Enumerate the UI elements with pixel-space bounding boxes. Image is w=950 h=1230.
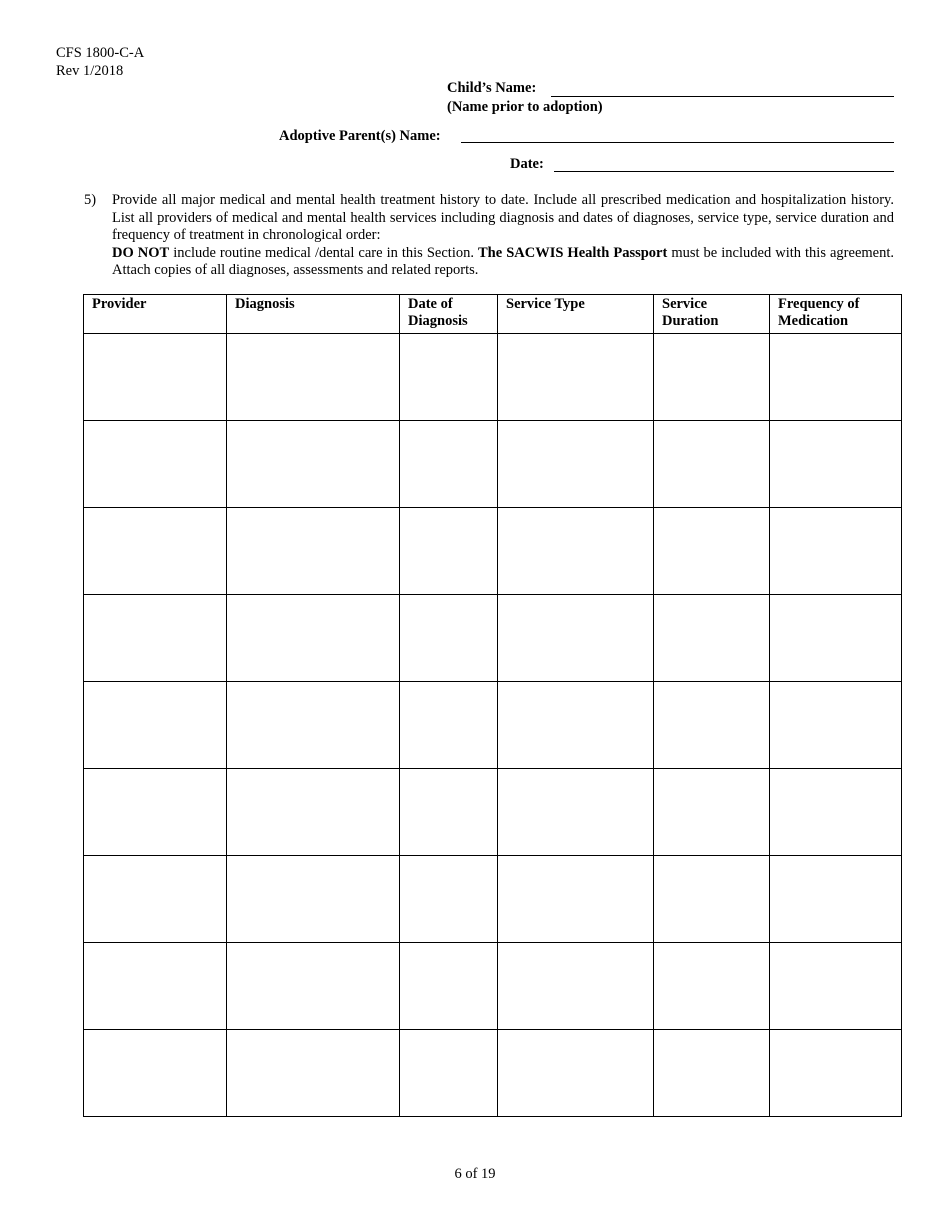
child-name-label: Child’s Name: (447, 80, 537, 96)
cell-provider[interactable] (84, 421, 227, 508)
column-header-provider: Provider (84, 295, 227, 334)
column-header-service-duration: Service Duration (654, 295, 770, 334)
cell-frequency-of-medication[interactable] (770, 334, 902, 421)
cell-date-of-diagnosis[interactable] (400, 595, 498, 682)
table-row (84, 508, 902, 595)
table-body (84, 334, 902, 1117)
cell-frequency-of-medication[interactable] (770, 856, 902, 943)
cell-diagnosis[interactable] (227, 508, 400, 595)
cell-diagnosis[interactable] (227, 595, 400, 682)
cell-diagnosis[interactable] (227, 943, 400, 1030)
table-row (84, 856, 902, 943)
cell-frequency-of-medication[interactable] (770, 682, 902, 769)
table-row (84, 334, 902, 421)
cell-date-of-diagnosis[interactable] (400, 769, 498, 856)
cell-service-type[interactable] (498, 856, 654, 943)
cell-service-duration[interactable] (654, 1030, 770, 1117)
cell-service-type[interactable] (498, 421, 654, 508)
section-number: 5) (84, 192, 97, 208)
cell-frequency-of-medication[interactable] (770, 595, 902, 682)
cell-service-duration[interactable] (654, 856, 770, 943)
table-row (84, 421, 902, 508)
cell-service-type[interactable] (498, 943, 654, 1030)
cell-date-of-diagnosis[interactable] (400, 508, 498, 595)
child-name-field[interactable] (551, 96, 894, 97)
form-identifier (56, 44, 144, 80)
cell-frequency-of-medication[interactable] (770, 769, 902, 856)
cell-date-of-diagnosis[interactable] (400, 943, 498, 1030)
cell-provider[interactable] (84, 769, 227, 856)
cell-service-duration[interactable] (654, 769, 770, 856)
cell-provider[interactable] (84, 508, 227, 595)
cell-service-type[interactable] (498, 508, 654, 595)
note-text-1: include routine medical /dental care in this Section. (169, 244, 478, 261)
cell-diagnosis[interactable] (227, 421, 400, 508)
date-label: Date: (510, 156, 544, 172)
cell-service-type[interactable] (498, 595, 654, 682)
cell-service-duration[interactable] (654, 334, 770, 421)
table-row (84, 943, 902, 1030)
cell-service-duration[interactable] (654, 421, 770, 508)
note-text-2: must be included with this agreement. Attach copies of all diagnoses, assessments and related reports. (112, 244, 894, 278)
table-row (84, 1030, 902, 1117)
cell-provider[interactable] (84, 682, 227, 769)
cell-frequency-of-medication[interactable] (770, 1030, 902, 1117)
column-header-date-of-diagnosis: Date of Diagnosis (400, 295, 498, 334)
cell-date-of-diagnosis[interactable] (400, 856, 498, 943)
cell-service-type[interactable] (498, 334, 654, 421)
section-5-text: Provide all major medical and mental health treatment history to date. Include all prescribed medication and hospitalization history. List all providers of medical and mental health services including diagnosis and dates of diagnoses, service type, service duration and frequency of treatment in chronological order: (112, 192, 894, 243)
date-field[interactable] (554, 171, 894, 172)
cell-provider[interactable] (84, 856, 227, 943)
cell-diagnosis[interactable] (227, 856, 400, 943)
table-row (84, 769, 902, 856)
table-row (84, 682, 902, 769)
cell-provider[interactable] (84, 1030, 227, 1117)
section-5-instructions (84, 192, 894, 280)
table-header-row (84, 295, 902, 334)
cell-diagnosis[interactable] (227, 769, 400, 856)
treatment-history-table (83, 294, 902, 1117)
cell-date-of-diagnosis[interactable] (400, 421, 498, 508)
cell-service-duration[interactable] (654, 595, 770, 682)
cell-service-type[interactable] (498, 682, 654, 769)
column-header-frequency-of-medication: Frequency of Medication (770, 295, 902, 334)
column-header-service-type: Service Type (498, 295, 654, 334)
cell-provider[interactable] (84, 334, 227, 421)
cell-service-duration[interactable] (654, 508, 770, 595)
cell-provider[interactable] (84, 943, 227, 1030)
cell-diagnosis[interactable] (227, 1030, 400, 1117)
cell-frequency-of-medication[interactable] (770, 508, 902, 595)
cell-diagnosis[interactable] (227, 334, 400, 421)
child-name-note: (Name prior to adoption) (447, 99, 603, 115)
cell-date-of-diagnosis[interactable] (400, 334, 498, 421)
table-row (84, 595, 902, 682)
page-number: 6 of 19 (454, 1166, 496, 1182)
cell-diagnosis[interactable] (227, 682, 400, 769)
column-header-diagnosis: Diagnosis (227, 295, 400, 334)
cell-service-duration[interactable] (654, 943, 770, 1030)
cell-service-type[interactable] (498, 1030, 654, 1117)
sacwis-passport-emphasis: The SACWIS Health Passport (478, 244, 668, 261)
cell-frequency-of-medication[interactable] (770, 943, 902, 1030)
adoptive-parents-label: Adoptive Parent(s) Name: (279, 128, 441, 144)
cell-date-of-diagnosis[interactable] (400, 682, 498, 769)
form-code: CFS 1800-C-A (56, 45, 145, 61)
cell-service-type[interactable] (498, 769, 654, 856)
cell-frequency-of-medication[interactable] (770, 421, 902, 508)
section-5-note (112, 245, 894, 280)
cell-service-duration[interactable] (654, 682, 770, 769)
form-revision: Rev 1/2018 (56, 63, 124, 79)
cell-date-of-diagnosis[interactable] (400, 1030, 498, 1117)
adoptive-parents-field[interactable] (461, 142, 894, 143)
do-not-emphasis: DO NOT (112, 244, 170, 261)
cell-provider[interactable] (84, 595, 227, 682)
